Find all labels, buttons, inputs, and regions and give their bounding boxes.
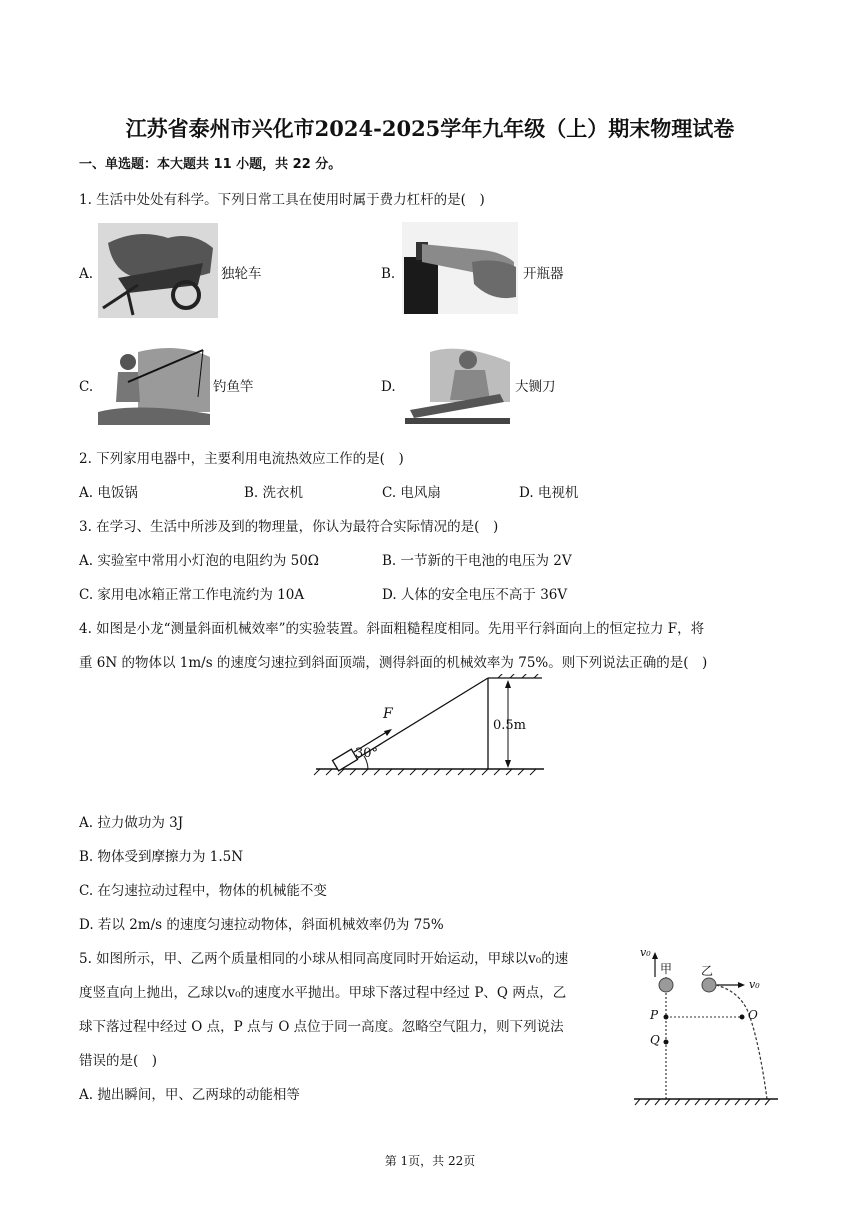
section-heading: 一、单选题：本大题共 11 小题，共 22 分。: [79, 157, 342, 172]
question-5-stem-line4: 错误的是( ): [79, 1053, 158, 1069]
q3-option-d: D. 人体的安全电压不高于 36V: [382, 587, 568, 603]
q2-option-a: A. 电饭锅: [79, 485, 138, 501]
q2-option-c: C. 电风扇: [382, 485, 441, 501]
q1-option-d-letter: D.: [381, 379, 396, 395]
q1-option-b-label: 开瓶器: [523, 266, 564, 282]
q3-option-c: C. 家用电冰箱正常工作电流约为 10A: [79, 587, 305, 603]
q1-option-a-label: 独轮车: [221, 266, 262, 282]
q5-option-a: A. 抛出瞬间，甲、乙两球的动能相等: [79, 1087, 300, 1103]
point-o-label: O: [748, 1008, 758, 1022]
force-label: F: [383, 706, 393, 722]
question-1-stem: 1. 生活中处处有科学。下列日常工具在使用时属于费力杠杆的是( ): [79, 192, 485, 208]
question-3-stem: 3. 在学习、生活中所涉及到的物理量，你认为最符合实际情况的是( ): [79, 519, 499, 535]
q3-option-a: A. 实验室中常用小灯泡的电阻约为 50Ω: [79, 553, 319, 569]
q1-option-c-label: 钓鱼竿: [213, 379, 254, 395]
point-q-label: Q: [650, 1033, 660, 1047]
v0-up-label: v₀: [640, 946, 651, 959]
q1-option-d-label: 大铡刀: [515, 379, 556, 395]
question-2-stem: 2. 下列家用电器中，主要利用电流热效应工作的是( ): [79, 451, 404, 467]
q4-option-d: D. 若以 2m/s 的速度匀速拉动物体，斜面机械效率仍为 75%: [79, 917, 444, 933]
angle-label: 30°: [355, 746, 379, 761]
height-label: 0.5m: [493, 718, 527, 733]
q2-option-b: B. 洗衣机: [244, 485, 304, 501]
ball-jia-label: 甲: [660, 962, 673, 976]
q4-option-b: B. 物体受到摩擦力为 1.5N: [79, 849, 244, 865]
q1-option-c-letter: C.: [79, 379, 94, 395]
page-footer: 第 1页，共 22页: [384, 1154, 476, 1168]
v0-right-label: v₀: [749, 978, 760, 991]
point-p-label: P: [650, 1008, 659, 1022]
guillotine-cutter-image: [400, 342, 515, 430]
page-title: 江苏省泰州市兴化市2024-2025学年九年级（上）期末物理试卷: [125, 116, 735, 141]
question-5-stem-line2: 度竖直向上抛出，乙球以v₀的速度水平抛出。甲球下落过程中经过 P、Q 两点，乙: [79, 985, 567, 1001]
bottle-opener-image: [402, 222, 518, 314]
q1-option-b-letter: B.: [381, 266, 396, 282]
question-5-stem-line3: 球下落过程中经过 O 点，P 点与 O 点位于同一高度。忽略空气阻力，则下列说法: [79, 1019, 564, 1035]
ball-yi-label: 乙: [701, 964, 714, 978]
fishing-rod-image: [98, 342, 210, 425]
wheelbarrow-image: [98, 223, 218, 318]
q2-option-d: D. 电视机: [519, 485, 579, 501]
question-4-stem-line1: 4. 如图是小龙“测量斜面机械效率”的实验装置。斜面粗糙程度相同。先用平行斜面向上的恒定拉力 F，将: [79, 621, 705, 637]
q4-option-c: C. 在匀速拉动过程中，物体的机械能不变: [79, 883, 327, 899]
q1-option-a-letter: A.: [79, 266, 94, 282]
q4-option-a: A. 拉力做功为 3J: [79, 815, 184, 831]
question-5-stem-line1: 5. 如图所示，甲、乙两个质量相同的小球从相同高度同时开始运动，甲球以v₀的速: [79, 951, 569, 967]
question-4-stem-line2: 重 6N 的物体以 1m/s 的速度匀速拉到斜面顶端，测得斜面的机械效率为 75%。则下列说法正确的是( ): [79, 655, 708, 671]
q3-option-b: B. 一节新的干电池的电压为 2V: [382, 553, 572, 569]
